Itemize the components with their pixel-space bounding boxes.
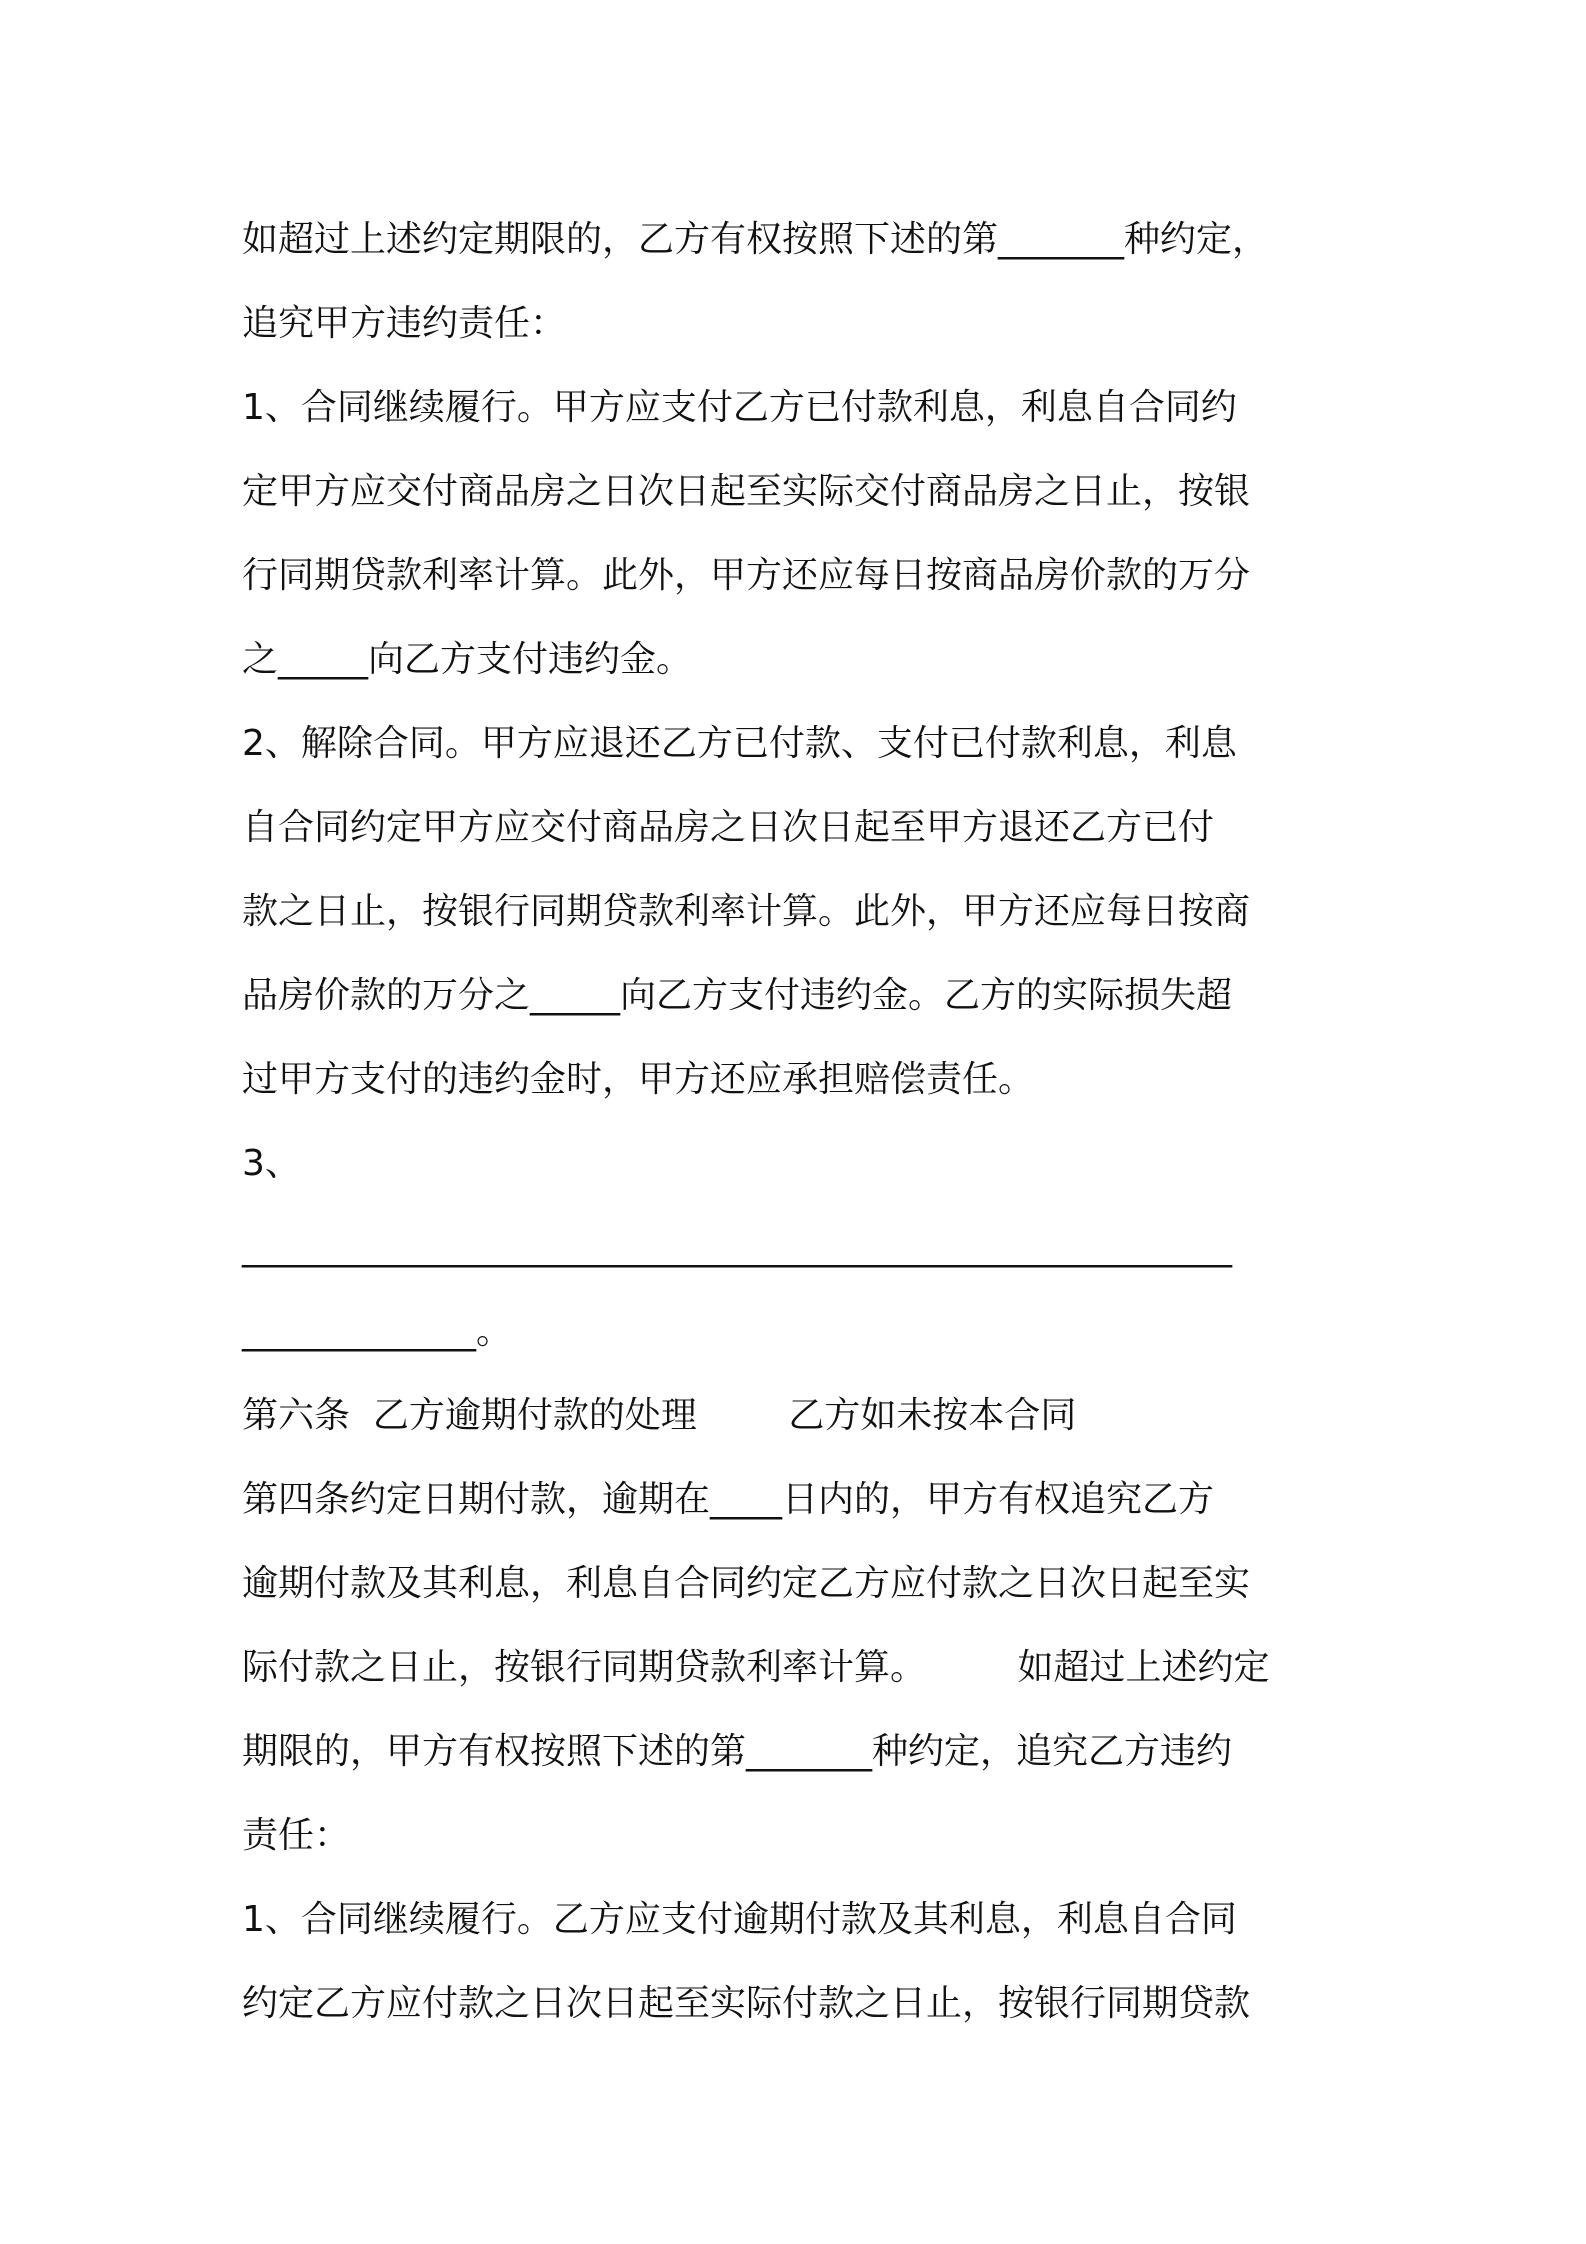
text-line-3: 1、合同继续履行。甲方应支付乙方已付款利息，利息自合同约 bbox=[242, 387, 1237, 428]
text-line-21: 1、合同继续履行。乙方应支付逾期付款及其利息，利息自合同 bbox=[242, 1899, 1237, 1940]
text-line-7: 2、解除合同。甲方应退还乙方已付款、支付已付款利息，利息 bbox=[242, 723, 1237, 764]
text-line-14: _____________。 bbox=[242, 1311, 512, 1352]
text-line-11: 过甲方支付的违约金时，甲方还应承担赔偿责任。 bbox=[242, 1059, 1035, 1100]
text-line-22: 约定乙方应付款之日次日起至实际付款之日止，按银行同期贷款 bbox=[242, 1983, 1251, 2024]
text-line-17: 逾期付款及其利息，利息自合同约定乙方应付款之日次日起至实 bbox=[242, 1563, 1251, 1604]
text-line-1: 如超过上述约定期限的，乙方有权按照下述的第_______种约定， bbox=[242, 219, 1269, 260]
document-body bbox=[242, 198, 1352, 2046]
text-line-8: 自合同约定甲方应交付商品房之日次日起至甲方退还乙方已付 bbox=[242, 807, 1215, 848]
text-line-15: 第六条 乙方逾期付款的处理 乙方如未按本合同 bbox=[242, 1395, 1077, 1436]
text-line-19: 期限的，甲方有权按照下述的第_______种约定，追究乙方违约 bbox=[242, 1731, 1233, 1772]
text-line-4: 定甲方应交付商品房之日次日起至实际交付商品房之日止，按银 bbox=[242, 471, 1251, 512]
text-line-16: 第四条约定日期付款，逾期在____日内的，甲方有权追究乙方 bbox=[242, 1479, 1215, 1520]
text-line-12: 3、 bbox=[242, 1143, 301, 1184]
text-line-9: 款之日止，按银行同期贷款利率计算。此外，甲方还应每日按商 bbox=[242, 891, 1251, 932]
text-line-18: 际付款之日止，按银行同期贷款利率计算。 如超过上述约定 bbox=[242, 1647, 1270, 1688]
text-line-2: 追究甲方违约责任： bbox=[242, 303, 567, 344]
text-line-20: 责任： bbox=[242, 1815, 351, 1856]
text-line-6: 之_____向乙方支付违约金。 bbox=[242, 639, 693, 680]
text-line-5: 行同期贷款利率计算。此外，甲方还应每日按商品房价款的万分 bbox=[242, 555, 1251, 596]
text-line-13: _______________________________________________________ bbox=[242, 1227, 1232, 1268]
text-line-10: 品房价款的万分之_____向乙方支付违约金。乙方的实际损失超 bbox=[242, 975, 1233, 1016]
